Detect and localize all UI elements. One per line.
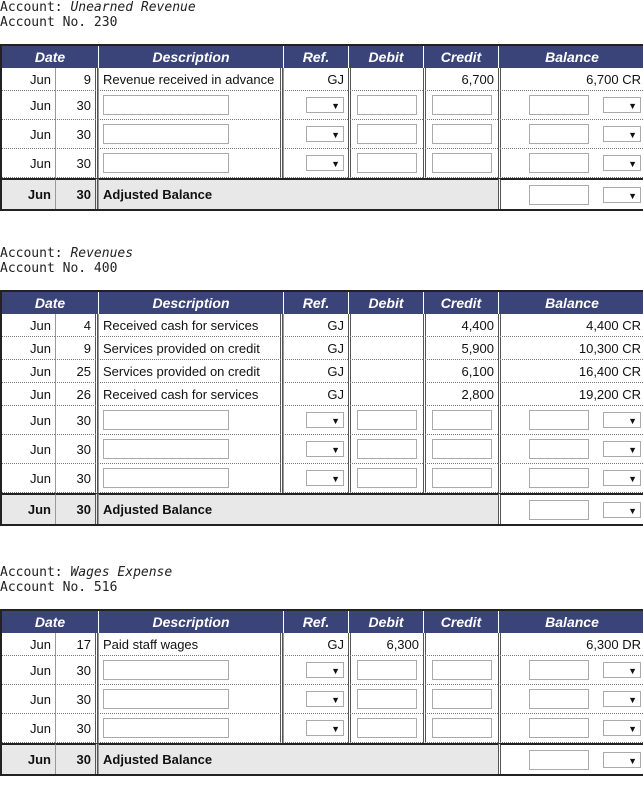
adjusted-balance-label: Adjusted Balance: [98, 743, 498, 774]
day-cell: 30: [55, 91, 98, 120]
credit-header: Credit: [423, 611, 498, 633]
description-cell: [98, 149, 283, 178]
description-cell: [98, 464, 283, 493]
credit-cell: [423, 435, 498, 464]
balance-type-select[interactable]: ▼: [603, 720, 641, 736]
day-cell: 30: [55, 714, 98, 743]
account-number: Account No. 230: [0, 15, 118, 30]
month-cell: Jun: [2, 493, 55, 524]
balance-input[interactable]: [529, 718, 589, 738]
debit-input[interactable]: [357, 660, 417, 680]
balance-cell: 6,300 DR: [498, 633, 643, 656]
balance-cell: [498, 149, 643, 178]
balance-cell: 16,400 CR: [498, 360, 643, 383]
ref-header: Ref.: [283, 292, 348, 314]
ref-cell: GJ: [283, 337, 348, 360]
ref-select[interactable]: ▼: [306, 662, 344, 678]
description-cell: [98, 120, 283, 149]
credit-input[interactable]: [432, 124, 492, 144]
credit-input[interactable]: [432, 439, 492, 459]
credit-cell: [423, 149, 498, 178]
ref-select[interactable]: ▼: [306, 691, 344, 707]
adjusted-balance-input[interactable]: [529, 185, 589, 205]
debit-input[interactable]: [357, 410, 417, 430]
ledger-row: [2, 633, 643, 656]
description-cell: Services provided on credit: [98, 360, 283, 383]
date-header: Date: [2, 611, 98, 633]
month-cell: Jun: [2, 685, 55, 714]
month-cell: Jun: [2, 337, 55, 360]
balance-input[interactable]: [529, 439, 589, 459]
balance-input[interactable]: [529, 410, 589, 430]
debit-cell: [348, 464, 423, 493]
debit-input[interactable]: [357, 439, 417, 459]
description-header: Description: [98, 46, 283, 68]
balance-type-select[interactable]: ▼: [603, 662, 641, 678]
credit-input[interactable]: [432, 95, 492, 115]
credit-input[interactable]: [432, 689, 492, 709]
description-cell: [98, 406, 283, 435]
month-cell: Jun: [2, 656, 55, 685]
balance-input[interactable]: [529, 468, 589, 488]
balance-type-select[interactable]: ▼: [603, 691, 641, 707]
description-input[interactable]: [103, 660, 229, 680]
debit-cell: [348, 656, 423, 685]
header-row: [2, 611, 643, 633]
ledger-row: [2, 360, 643, 383]
debit-header: Debit: [348, 611, 423, 633]
adjusted-balance-input[interactable]: [529, 750, 589, 770]
credit-input[interactable]: [432, 468, 492, 488]
credit-cell: [423, 685, 498, 714]
ledger-row: [2, 68, 643, 91]
credit-cell: 2,800: [423, 383, 498, 406]
day-cell: 25: [55, 360, 98, 383]
balance-cell: [498, 685, 643, 714]
credit-cell: [423, 406, 498, 435]
balance-cell: [498, 464, 643, 493]
balance-cell: [498, 714, 643, 743]
credit-input[interactable]: [432, 410, 492, 430]
balance-cell: [498, 120, 643, 149]
description-cell: Services provided on credit: [98, 337, 283, 360]
credit-cell: [423, 91, 498, 120]
day-cell: 30: [55, 178, 98, 209]
balance-cell: 19,200 CR: [498, 383, 643, 406]
day-cell: 30: [55, 149, 98, 178]
ref-cell: GJ: [283, 633, 348, 656]
balance-input[interactable]: [529, 689, 589, 709]
day-cell: 30: [55, 464, 98, 493]
day-cell: 30: [55, 120, 98, 149]
description-input[interactable]: [103, 468, 229, 488]
balance-cell: 10,300 CR: [498, 337, 643, 360]
description-cell: Paid staff wages: [98, 633, 283, 656]
description-input[interactable]: [103, 410, 229, 430]
balance-inputs: [505, 124, 641, 144]
entry-row: [2, 656, 643, 685]
debit-cell: [348, 337, 423, 360]
month-cell: Jun: [2, 91, 55, 120]
day-cell: 4: [55, 314, 98, 337]
debit-input[interactable]: [357, 718, 417, 738]
ledger-row: [2, 383, 643, 406]
adjusted-balance-type-select[interactable]: ▼: [603, 187, 641, 203]
credit-header: Credit: [423, 292, 498, 314]
credit-input[interactable]: [432, 718, 492, 738]
debit-cell: [348, 435, 423, 464]
ledger-table-revenues: [0, 290, 643, 526]
ref-header: Ref.: [283, 46, 348, 68]
month-cell: Jun: [2, 383, 55, 406]
ref-select[interactable]: ▼: [306, 441, 344, 457]
debit-input[interactable]: [357, 124, 417, 144]
balance-type-select[interactable]: ▼: [603, 470, 641, 486]
description-input[interactable]: [103, 153, 229, 173]
ref-cell: GJ: [283, 360, 348, 383]
day-cell: 30: [55, 493, 98, 524]
adjusted-balance-row: [2, 178, 643, 209]
debit-cell: [348, 383, 423, 406]
account-header-wages-expense: [0, 565, 172, 595]
balance-inputs: [505, 95, 641, 115]
adjusted-balance-input[interactable]: [529, 500, 589, 520]
ref-select[interactable]: ▼: [306, 97, 344, 113]
debit-cell: [348, 91, 423, 120]
description-cell: [98, 91, 283, 120]
description-cell: [98, 435, 283, 464]
month-cell: Jun: [2, 360, 55, 383]
balance-cell: 4,400 CR: [498, 314, 643, 337]
ledger-row: [2, 337, 643, 360]
description-cell: Revenue received in advance: [98, 68, 283, 91]
debit-cell: [348, 314, 423, 337]
account-name: Unearned Revenue: [70, 0, 196, 15]
ref-cell: [283, 685, 348, 714]
ref-select[interactable]: ▼: [306, 720, 344, 736]
ref-select[interactable]: ▼: [306, 126, 344, 142]
entry-row: [2, 120, 643, 149]
balance-input[interactable]: [529, 660, 589, 680]
date-header: Date: [2, 292, 98, 314]
month-cell: Jun: [2, 149, 55, 178]
month-cell: Jun: [2, 178, 55, 209]
adjusted-balance-row: [2, 743, 643, 774]
balance-inputs: [505, 689, 641, 709]
balance-header: Balance: [498, 611, 643, 633]
day-cell: 30: [55, 743, 98, 774]
description-cell: [98, 656, 283, 685]
balance-inputs: [505, 468, 641, 488]
entry-row: [2, 685, 643, 714]
month-cell: Jun: [2, 633, 55, 656]
debit-cell: [348, 360, 423, 383]
balance-type-select[interactable]: ▼: [603, 441, 641, 457]
date-header: Date: [2, 46, 98, 68]
month-cell: Jun: [2, 406, 55, 435]
debit-header: Debit: [348, 292, 423, 314]
day-cell: 30: [55, 406, 98, 435]
entry-row: [2, 464, 643, 493]
debit-input[interactable]: [357, 153, 417, 173]
entry-row: [2, 435, 643, 464]
description-cell: Received cash for services: [98, 383, 283, 406]
day-cell: 17: [55, 633, 98, 656]
description-input[interactable]: [103, 689, 229, 709]
header-row: [2, 46, 643, 68]
credit-cell: [423, 120, 498, 149]
account-label: Account:: [0, 0, 71, 15]
balance-cell: [498, 91, 643, 120]
entry-row: [2, 714, 643, 743]
credit-cell: 6,700: [423, 68, 498, 91]
balance-inputs: [505, 500, 641, 520]
ref-cell: [283, 91, 348, 120]
account-label: Account:: [0, 246, 71, 261]
balance-inputs: [505, 660, 641, 680]
adjusted-balance-label: Adjusted Balance: [98, 178, 498, 209]
balance-cell: [498, 435, 643, 464]
account-number: Account No. 400: [0, 261, 118, 276]
debit-cell: [348, 685, 423, 714]
day-cell: 30: [55, 685, 98, 714]
ref-cell: GJ: [283, 314, 348, 337]
ref-cell: [283, 435, 348, 464]
month-cell: Jun: [2, 714, 55, 743]
balance-input[interactable]: [529, 153, 589, 173]
debit-cell: [348, 68, 423, 91]
adjusted-balance-label: Adjusted Balance: [98, 493, 498, 524]
header-row: [2, 292, 643, 314]
day-cell: 30: [55, 656, 98, 685]
entry-row: [2, 91, 643, 120]
debit-input[interactable]: [357, 95, 417, 115]
adjusted-balance-type-select[interactable]: ▼: [603, 752, 641, 768]
credit-cell: [423, 633, 498, 656]
debit-header: Debit: [348, 46, 423, 68]
day-cell: 30: [55, 435, 98, 464]
debit-cell: [348, 406, 423, 435]
month-cell: Jun: [2, 464, 55, 493]
month-cell: Jun: [2, 120, 55, 149]
account-label: Account:: [0, 565, 71, 580]
balance-inputs: [505, 718, 641, 738]
balance-inputs: [505, 439, 641, 459]
balance-inputs: [505, 750, 641, 770]
account-header-unearned-revenue: [0, 0, 196, 30]
account-name: Wages Expense: [70, 565, 173, 580]
ref-select[interactable]: ▼: [306, 155, 344, 171]
ref-select[interactable]: ▼: [306, 412, 344, 428]
credit-input[interactable]: [432, 153, 492, 173]
ledger-row: [2, 314, 643, 337]
month-cell: Jun: [2, 314, 55, 337]
account-number: Account No. 516: [0, 580, 118, 595]
description-header: Description: [98, 292, 283, 314]
ledger-table-unearned-revenue: [0, 44, 643, 211]
adjusted-balance-row: [2, 493, 643, 524]
credit-cell: [423, 714, 498, 743]
description-cell: [98, 714, 283, 743]
balance-cell: [498, 406, 643, 435]
balance-input[interactable]: [529, 124, 589, 144]
ref-cell: [283, 149, 348, 178]
balance-input[interactable]: [529, 95, 589, 115]
balance-inputs: [505, 410, 641, 430]
balance-cell: [498, 743, 643, 774]
ledger-table-wages-expense: [0, 609, 643, 776]
debit-cell: 6,300: [348, 633, 423, 656]
credit-input[interactable]: [432, 660, 492, 680]
balance-type-select[interactable]: ▼: [603, 412, 641, 428]
balance-cell: 6,700 CR: [498, 68, 643, 91]
balance-type-select[interactable]: ▼: [603, 126, 641, 142]
ref-cell: GJ: [283, 383, 348, 406]
month-cell: Jun: [2, 743, 55, 774]
credit-cell: 4,400: [423, 314, 498, 337]
ref-header: Ref.: [283, 611, 348, 633]
description-header: Description: [98, 611, 283, 633]
credit-cell: 6,100: [423, 360, 498, 383]
ref-cell: [283, 714, 348, 743]
month-cell: Jun: [2, 68, 55, 91]
balance-cell: [498, 656, 643, 685]
debit-input[interactable]: [357, 689, 417, 709]
day-cell: 26: [55, 383, 98, 406]
ref-cell: [283, 464, 348, 493]
month-cell: Jun: [2, 435, 55, 464]
description-cell: Received cash for services: [98, 314, 283, 337]
balance-inputs: [505, 185, 641, 205]
balance-inputs: [505, 153, 641, 173]
adjusted-balance-type-select[interactable]: ▼: [603, 502, 641, 518]
balance-cell: [498, 493, 643, 524]
credit-cell: [423, 656, 498, 685]
debit-cell: [348, 149, 423, 178]
balance-header: Balance: [498, 292, 643, 314]
balance-type-select[interactable]: ▼: [603, 97, 641, 113]
ref-cell: [283, 656, 348, 685]
debit-cell: [348, 714, 423, 743]
ref-cell: [283, 406, 348, 435]
account-header-revenues: [0, 246, 133, 276]
credit-cell: [423, 464, 498, 493]
balance-type-select[interactable]: ▼: [603, 155, 641, 171]
debit-cell: [348, 120, 423, 149]
description-input[interactable]: [103, 124, 229, 144]
account-name: Revenues: [70, 246, 134, 261]
ref-select[interactable]: ▼: [306, 470, 344, 486]
entry-row: [2, 149, 643, 178]
ref-cell: GJ: [283, 68, 348, 91]
description-input[interactable]: [103, 439, 229, 459]
balance-header: Balance: [498, 46, 643, 68]
credit-header: Credit: [423, 46, 498, 68]
description-input[interactable]: [103, 95, 229, 115]
day-cell: 9: [55, 68, 98, 91]
ref-cell: [283, 120, 348, 149]
day-cell: 9: [55, 337, 98, 360]
description-input[interactable]: [103, 718, 229, 738]
balance-cell: [498, 178, 643, 209]
credit-cell: 5,900: [423, 337, 498, 360]
debit-input[interactable]: [357, 468, 417, 488]
entry-row: [2, 406, 643, 435]
description-cell: [98, 685, 283, 714]
